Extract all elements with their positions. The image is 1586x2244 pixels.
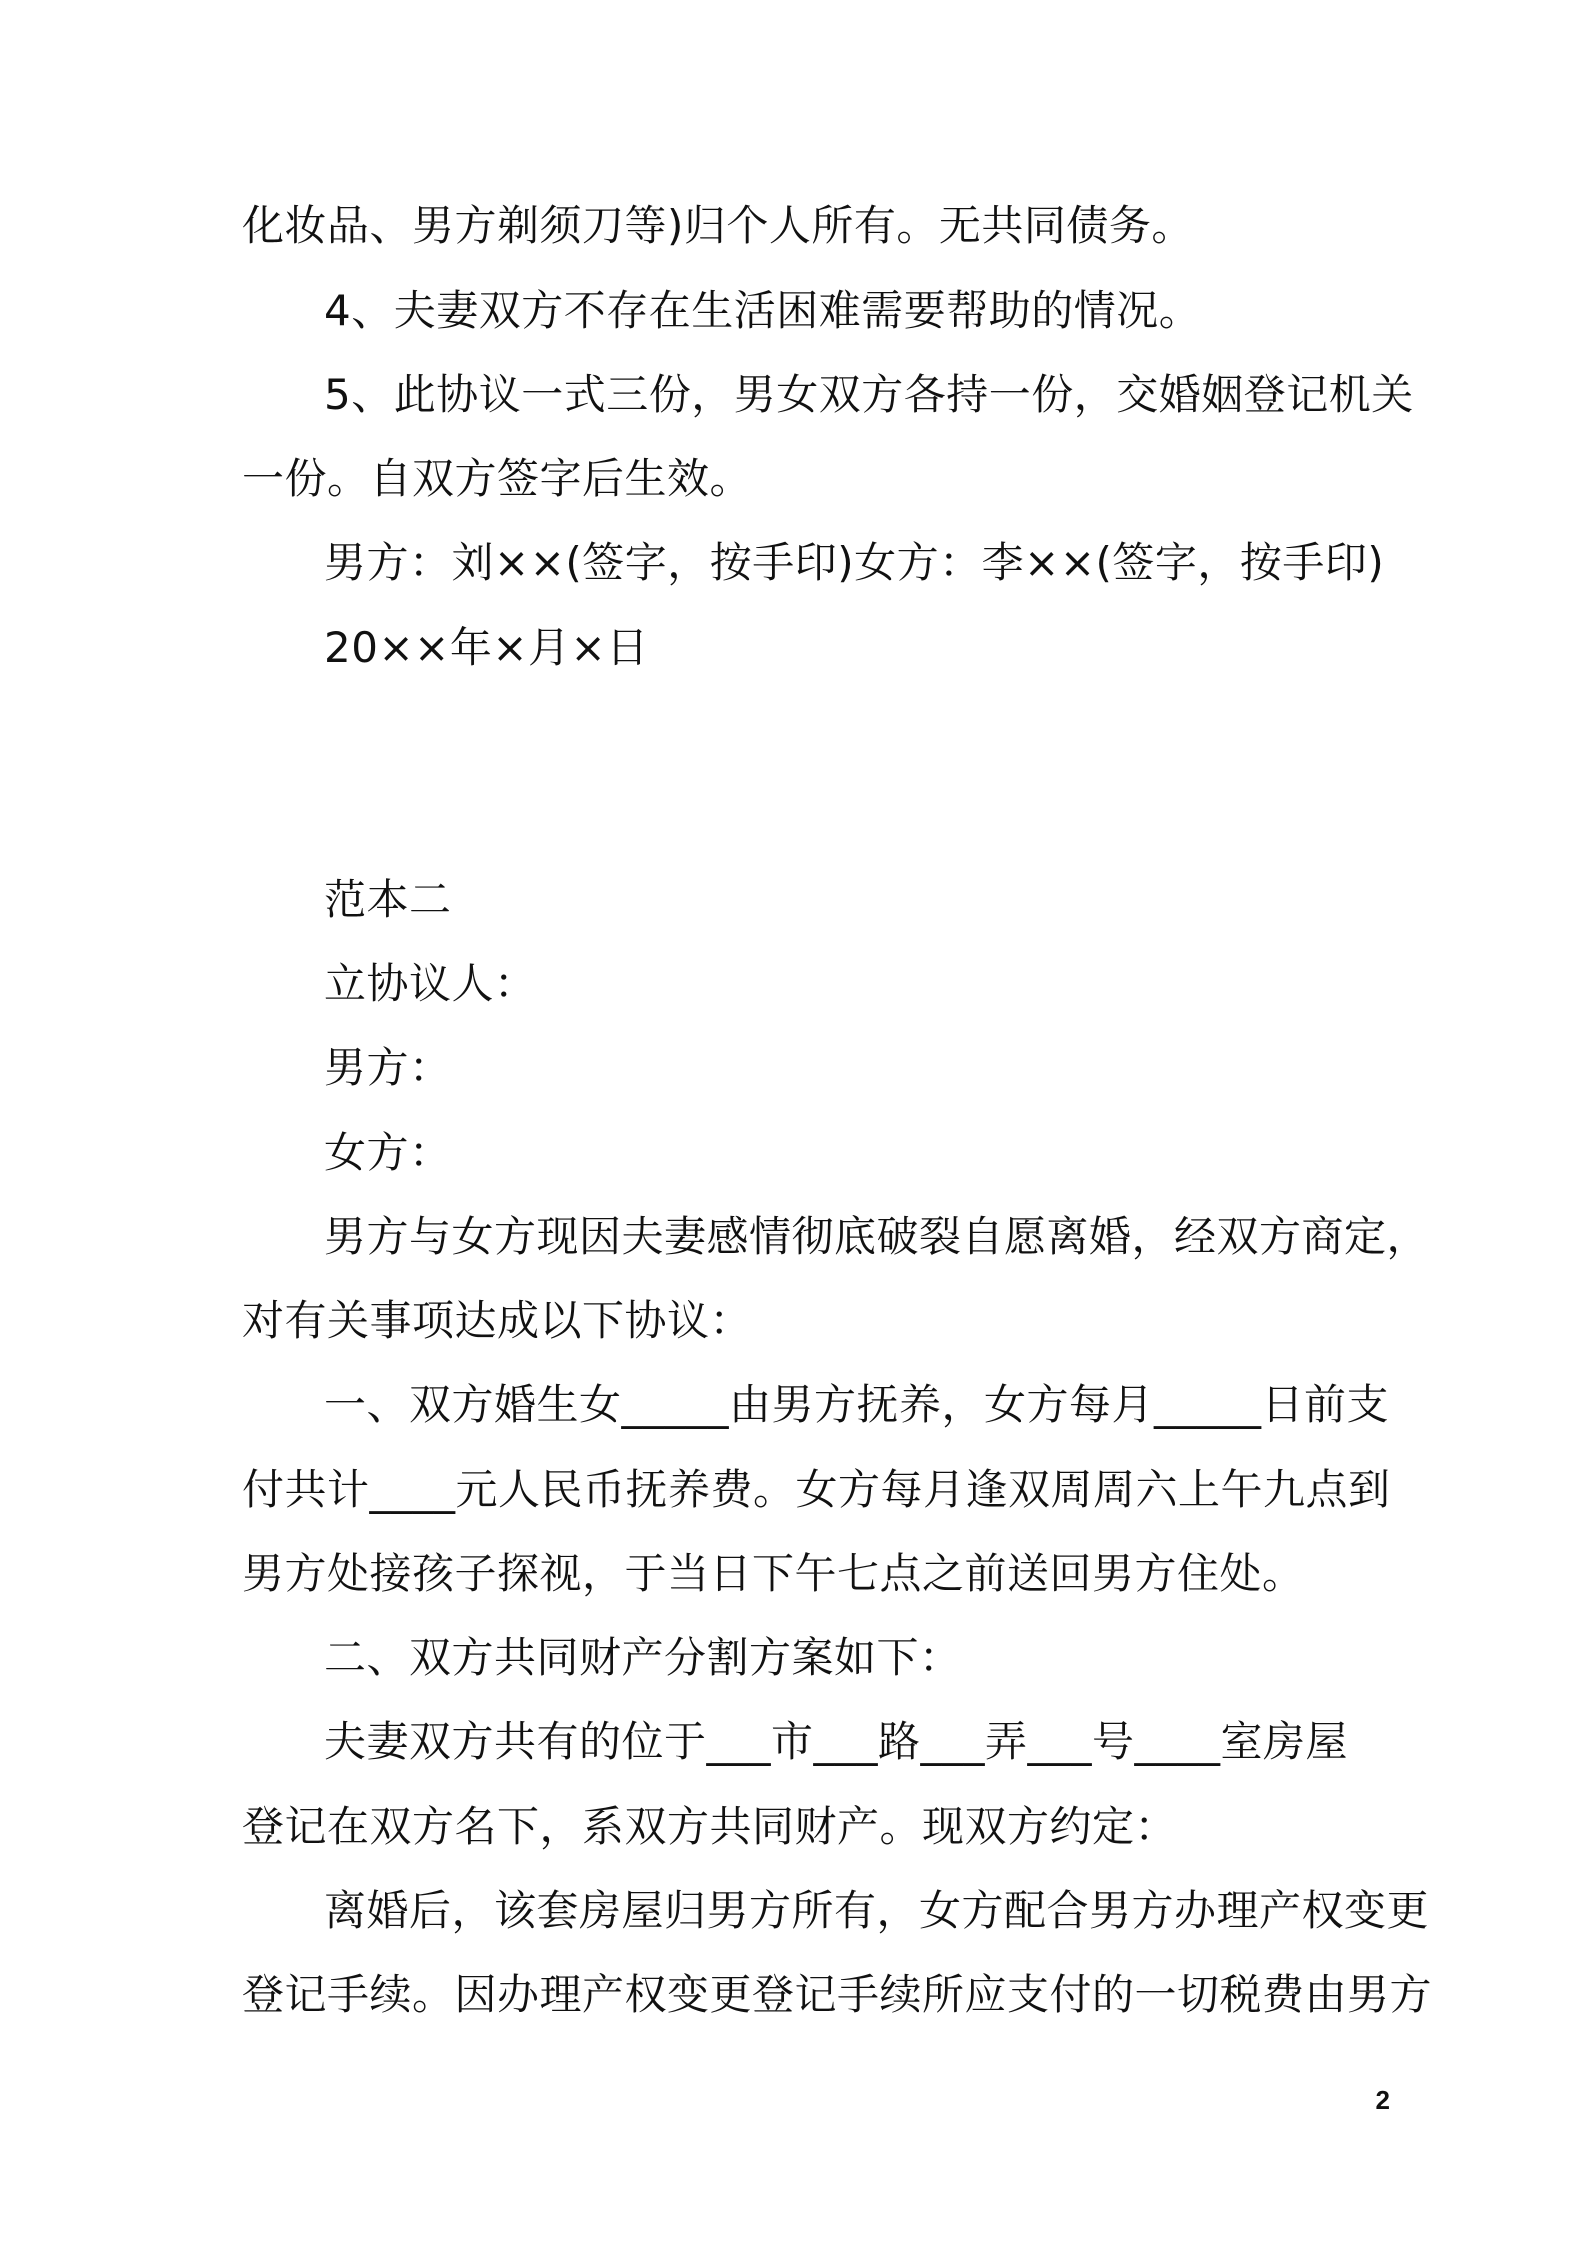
text-line-8: 立协议人： [324, 959, 537, 1008]
text-line-14: 付共计____元人民币抚养费。女方每月逢双周周六上午九点到 [242, 1465, 1391, 1514]
text-line-9: 男方： [324, 1043, 452, 1092]
text-line-20: 登记手续。因办理产权变更登记手续所应支付的一切税费由男方 [242, 1970, 1433, 2019]
text-line-4: 一份。自双方签字后生效。 [242, 454, 753, 503]
text-line-10: 女方： [324, 1128, 452, 1177]
text-line-6: 20××年×月×日 [324, 623, 649, 672]
text-line-1: 化妆品、男方剃须刀等)归个人所有。无共同债务。 [242, 201, 1194, 250]
text-line-11: 男方与女方现因夫妻感情彻底破裂自愿离婚，经双方商定， [324, 1212, 1430, 1261]
text-line-2: 4、夫妻双方不存在生活困难需要帮助的情况。 [324, 286, 1202, 335]
text-line-5: 男方：刘××(签字，按手印)女方：李××(签字，按手印) [324, 538, 1385, 587]
text-line-18: 登记在双方名下，系双方共同财产。现双方约定： [242, 1802, 1178, 1851]
text-line-12: 对有关事项达成以下协议： [242, 1296, 753, 1345]
text-line-16: 二、双方共同财产分割方案如下： [324, 1633, 962, 1682]
text-line-19: 离婚后，该套房屋归男方所有，女方配合男方办理产权变更 [324, 1886, 1430, 1935]
text-line-13: 一、双方婚生女_____由男方抚养，女方每月_____日前支 [324, 1380, 1390, 1429]
text-line-3: 5、此协议一式三份，男女双方各持一份，交婚姻登记机关 [324, 370, 1414, 419]
text-line-17: 夫妻双方共有的位于___市___路___弄___号____室房屋 [324, 1717, 1349, 1766]
text-line-15: 男方处接孩子探视，于当日下午七点之前送回男方住处。 [242, 1549, 1305, 1598]
page-number: 2 [1375, 2085, 1390, 2115]
section-title: 范本二 [324, 875, 452, 924]
